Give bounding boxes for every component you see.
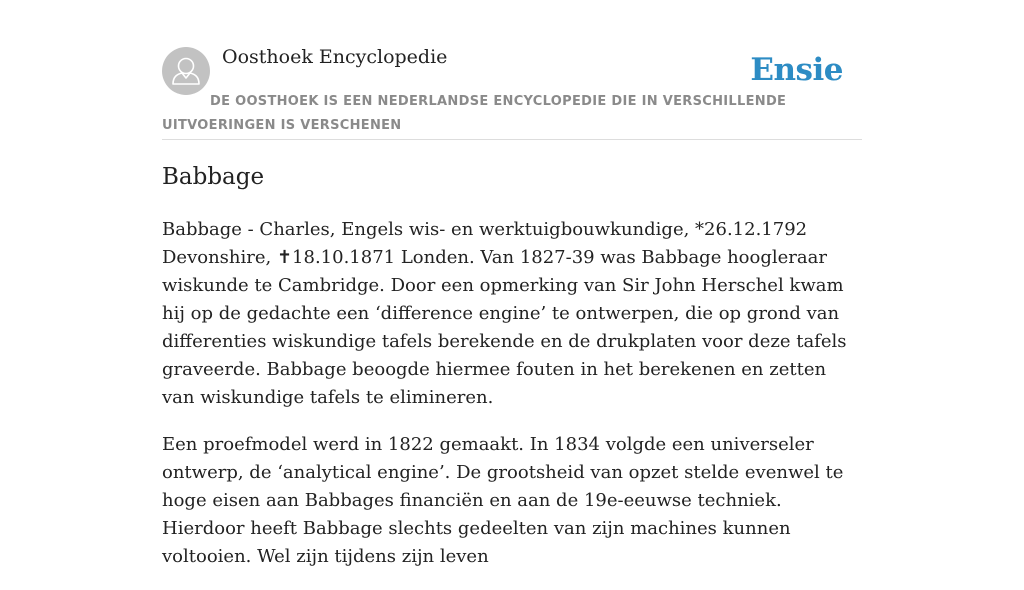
article-paragraph: Een proefmodel werd in 1822 gemaakt. In 1834 volgde een universeler ontwerp, de ‘analytical engine’. De grootsheid van opzet stelde evenwel te hoge eisen aan Babbages financiën en aan de 19e-eeuwse techniek. Hierdoor heeft Babbage slechts gedeelten van zijn machines kunnen voltooien. Wel zijn tijdens zijn leven (162, 434, 844, 567)
article-title: Babbage (162, 164, 265, 190)
site-header (162, 0, 862, 140)
site-tagline: DE OOSTHOEK IS EEN NEDERLANDSE ENCYCLOPEDIE DIE IN VERSCHILLENDE UITVOERINGEN IS VERSCHENEN (162, 94, 787, 133)
site-title[interactable]: Oosthoek Encyclopedie (222, 46, 448, 68)
brand-logo[interactable]: Ensie (750, 52, 843, 88)
article-paragraph: Babbage - Charles, Engels wis- en werktuigbouwkundige, *26.12.1792 Devonshire, ✝18.10.1871 Londen. Van 1827-39 was Babbage hoogleraar wiskunde te Cambridge. Door een opmerking van Sir John Herschel kwam hij op de gedachte een ‘difference engine’ te ontwerpen, die op grond van differenties wiskundige tafels berekende en de drukplaten voor deze tafels graveerde. Babbage beoogde hiermee fouten in het berekenen en zetten van wiskundige tafels te elimineren. (162, 219, 847, 408)
article-body (162, 216, 862, 590)
page-content (162, 0, 862, 567)
user-silhouette-icon[interactable] (162, 47, 210, 95)
